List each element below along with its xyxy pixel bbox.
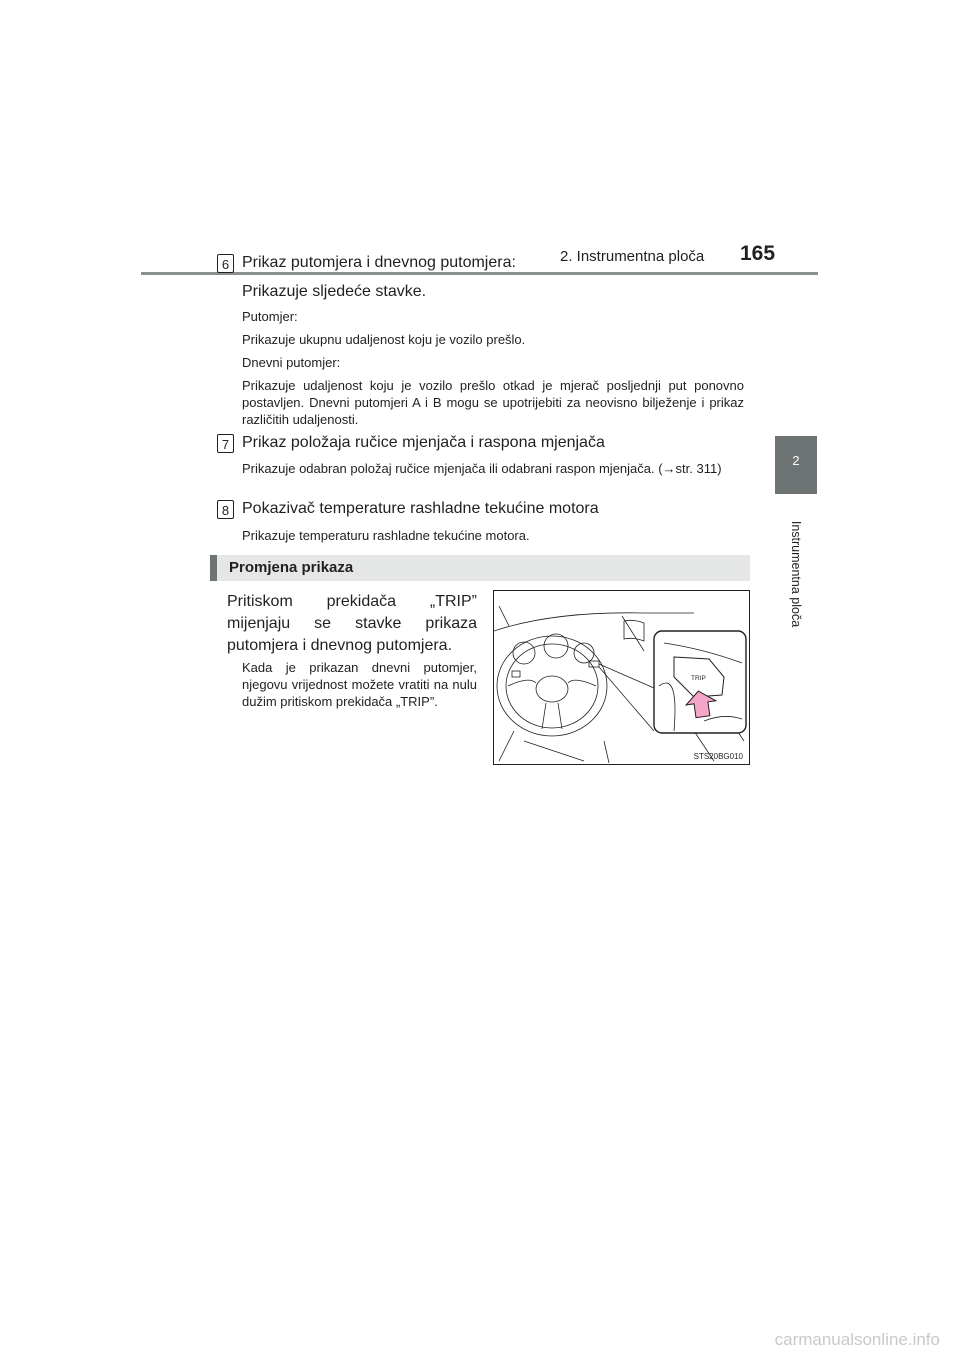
chapter-number: 2 xyxy=(792,453,800,468)
watermark: carmanualsonline.info xyxy=(774,1330,940,1349)
item-text: Prikazuje odabran položaj ručice mjenjača ili odabrani raspon mjenjača. (→str. 311) xyxy=(242,461,722,476)
item-heading: Prikaz položaja ručice mjenjača i raspona mjenjača xyxy=(242,434,605,451)
chapter-tab-label: Instrumentna ploča xyxy=(789,520,803,628)
figure-code: STS20BG010 xyxy=(693,752,743,761)
chapter-tab xyxy=(775,436,817,494)
running-header-title: 2. Instrumentna ploča xyxy=(560,248,705,265)
section-heading-bar xyxy=(210,555,750,581)
item-number-badge: 7 xyxy=(217,434,234,453)
item-heading: Prikaz putomjera i dnevnog putomjera: xyxy=(242,254,516,271)
item-number-badge: 8 xyxy=(217,500,234,519)
steering-wheel-illustration xyxy=(494,591,750,765)
section-title: Promjena prikaza xyxy=(229,559,354,576)
section-main-text: Pritiskom prekidača „TRIP” mijenjaju se stavke prikaza putomjera i dnevnog putomjera. xyxy=(227,593,477,654)
header-divider xyxy=(141,272,818,275)
section-note: Kada je prikazan dnevni putomjer, njegovu vrijednost možete vratiti na nulu dužim pritiskom prekidača „TRIP”. xyxy=(242,660,477,709)
item-text: Prikazuje temperaturu rashladne tekućine motora. xyxy=(242,528,530,543)
item-subheading: Prikazuje sljedeće stavke. xyxy=(242,283,427,300)
item-heading: Pokazivač temperature rashladne tekućine motora xyxy=(242,500,599,517)
dashboard-illustration xyxy=(493,590,750,765)
item-line: Putomjer: xyxy=(242,309,298,324)
page-number: 165 xyxy=(740,242,776,265)
item-number-badge: 6 xyxy=(217,254,234,273)
trip-button-label: TRIP xyxy=(691,675,706,682)
item-line: Prikazuje ukupnu udaljenost koju je vozilo prešlo. xyxy=(242,332,526,347)
item-line: Prikazuje udaljenost koju je vozilo prešlo otkad je mjerač posljednji put ponovno postavljen. Dnevni putomjeri A i B mogu se upotrijebiti za neovisno bilježenje i prikaz različitih udaljenosti. xyxy=(242,378,744,427)
item-line: Dnevni putomjer: xyxy=(242,355,341,370)
